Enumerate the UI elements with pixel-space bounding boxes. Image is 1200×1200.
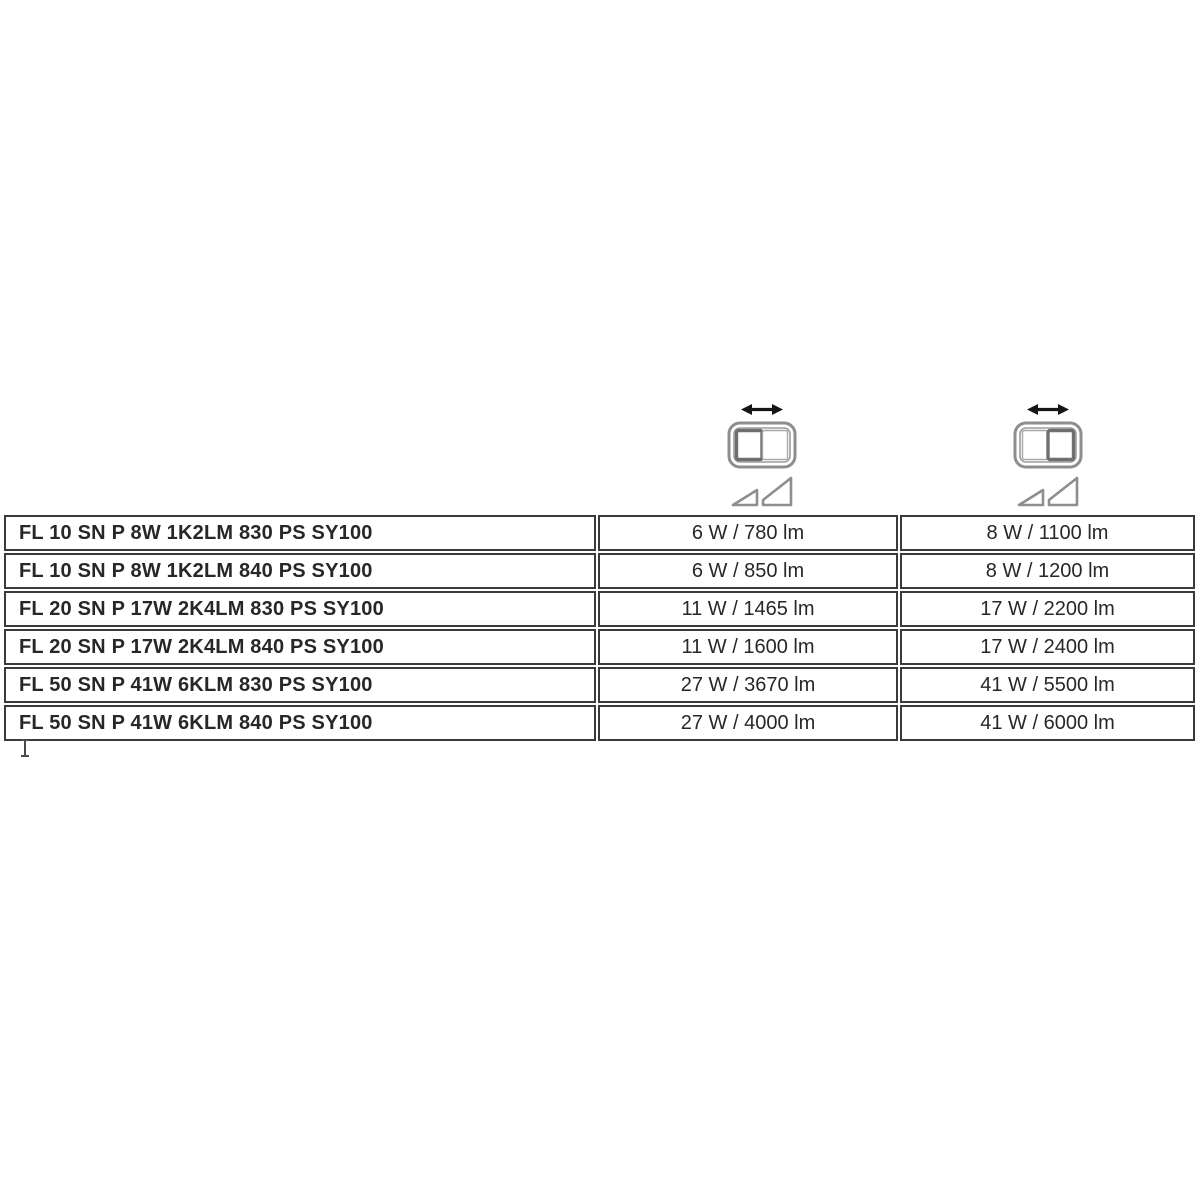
spec-table bbox=[2, 513, 1197, 743]
model-cell: FL 50 SN P 41W 6KLM 840 PS SY100 bbox=[4, 705, 596, 741]
table-row bbox=[4, 667, 1195, 703]
low-mode-value-cell: 6 W / 850 lm bbox=[598, 553, 898, 589]
table-row bbox=[4, 553, 1195, 589]
high-mode-column-header bbox=[1006, 402, 1090, 511]
high-mode-value-cell: 8 W / 1200 lm bbox=[900, 553, 1195, 589]
two-position-switch-left-selected-icon bbox=[727, 421, 797, 469]
low-mode-value-cell: 6 W / 780 lm bbox=[598, 515, 898, 551]
low-mode-value-cell: 11 W / 1465 lm bbox=[598, 591, 898, 627]
model-cell: FL 50 SN P 41W 6KLM 830 PS SY100 bbox=[4, 667, 596, 703]
table-row bbox=[4, 591, 1195, 627]
high-mode-value-cell: 8 W / 1100 lm bbox=[900, 515, 1195, 551]
table-row bbox=[4, 705, 1195, 741]
double-arrow-horizontal-icon bbox=[1026, 402, 1070, 417]
dim-level-ramps-icon bbox=[1015, 473, 1081, 511]
high-mode-value-cell: 41 W / 6000 lm bbox=[900, 705, 1195, 741]
model-cell: FL 10 SN P 8W 1K2LM 840 PS SY100 bbox=[4, 553, 596, 589]
low-mode-value-cell: 27 W / 3670 lm bbox=[598, 667, 898, 703]
high-mode-value-cell: 17 W / 2200 lm bbox=[900, 591, 1195, 627]
model-cell: FL 20 SN P 17W 2K4LM 840 PS SY100 bbox=[4, 629, 596, 665]
low-mode-column-header bbox=[720, 402, 804, 511]
table-row bbox=[4, 515, 1195, 551]
low-mode-value-cell: 27 W / 4000 lm bbox=[598, 705, 898, 741]
table-row bbox=[4, 629, 1195, 665]
low-mode-value-cell: 11 W / 1600 lm bbox=[598, 629, 898, 665]
model-cell: FL 20 SN P 17W 2K4LM 830 PS SY100 bbox=[4, 591, 596, 627]
dim-level-ramps-icon bbox=[729, 473, 795, 511]
double-arrow-horizontal-icon bbox=[740, 402, 784, 417]
model-cell: FL 10 SN P 8W 1K2LM 830 PS SY100 bbox=[4, 515, 596, 551]
high-mode-value-cell: 41 W / 5500 lm bbox=[900, 667, 1195, 703]
two-position-switch-right-selected-icon bbox=[1013, 421, 1083, 469]
high-mode-value-cell: 17 W / 2400 lm bbox=[900, 629, 1195, 665]
